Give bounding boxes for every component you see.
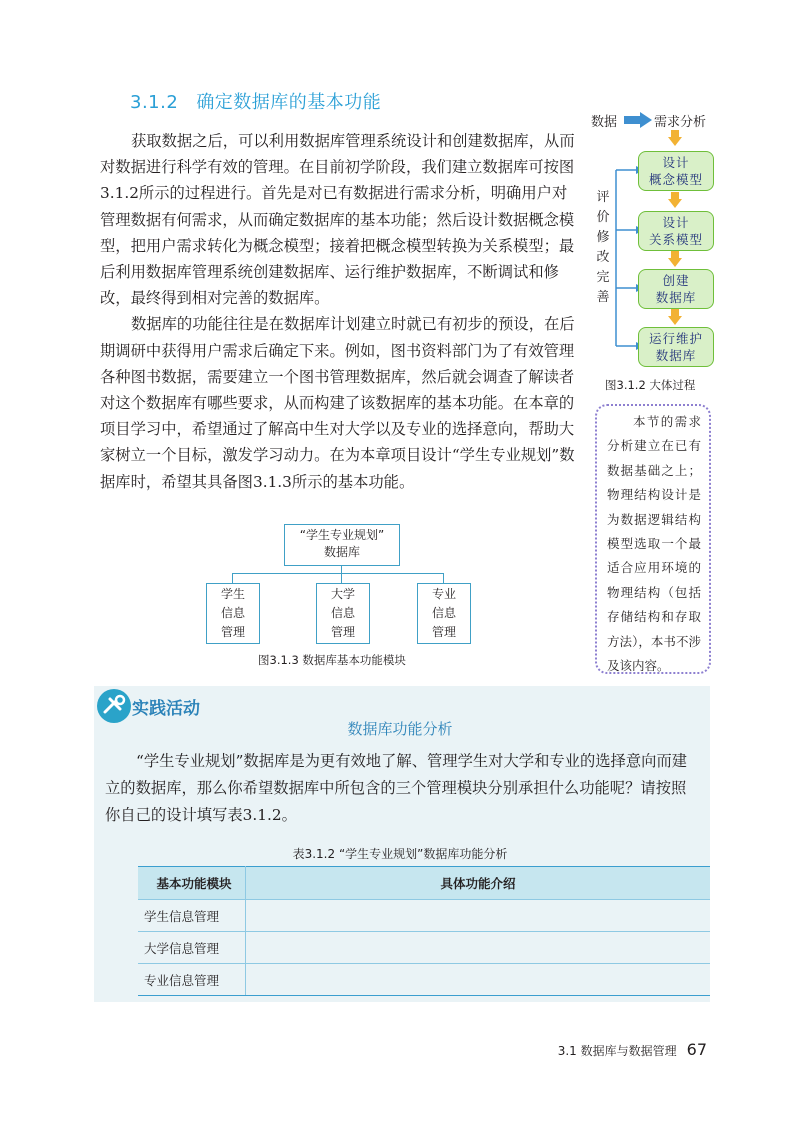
section-number: 3.1.2 <box>130 92 179 113</box>
table-caption: 表3.1.2 “学生专业规划”数据库功能分析 <box>292 847 508 861</box>
function-table <box>138 866 710 996</box>
table-cell-module: 学生信息管理 <box>138 900 246 932</box>
practice-text <box>105 748 700 829</box>
flow-step-2-line1: 设计 <box>662 215 690 230</box>
tree-child-text: 学生 <box>220 587 245 601</box>
flow-step-1-line1: 设计 <box>662 155 690 170</box>
table-cell-module: 大学信息管理 <box>138 932 246 964</box>
practice-subtitle: 数据库功能分析 <box>347 720 453 738</box>
body-text <box>100 128 580 495</box>
table-header-module: 基本功能模块 <box>138 867 246 900</box>
tree-child-text: 管理 <box>220 625 245 639</box>
page-number: 67 <box>686 1040 707 1059</box>
table-header-desc: 具体功能介绍 <box>246 867 711 900</box>
tree-connector <box>341 573 342 583</box>
down-arrow-icon <box>668 130 682 146</box>
flow-step-4-line2: 数据库 <box>655 348 697 363</box>
page-footer <box>558 1040 707 1059</box>
flow-step-3-line1: 创建 <box>662 273 690 288</box>
tree-child-major <box>417 583 471 644</box>
flow-step-3 <box>638 269 714 309</box>
tree-connector <box>341 565 342 573</box>
table-cell-desc[interactable] <box>246 932 711 964</box>
table-cell-desc[interactable] <box>246 964 711 996</box>
table-cell-desc[interactable] <box>246 900 711 932</box>
tree-connector <box>443 573 444 583</box>
flow-side-text: 评价修改完善 <box>596 190 610 305</box>
right-arrow-icon <box>624 112 652 128</box>
tree-child-text: 管理 <box>330 625 355 639</box>
flow-step-2 <box>638 211 714 251</box>
tree-child-text: 信息 <box>431 606 456 620</box>
paragraph-2: 数据库的功能往往是在数据库计划建立时就已有初步的预设，在后期调研中获得用户需求后确定下来。例如，图书资料部门为了有效管理各种图书数据，需要建立一个图书管理数据库，然后就会调查了解读者对这个数据库有哪些要求，从而构建了该数据库的基本功能。在本章的项目学习中，希望通过了解高中生对大学以及专业的选择意向，帮助大家树立一个目标，激发学习动力。在为本章项目设计“学生专业规划”数据库时，希望其具备图3.1.3所示的基本功能。 <box>100 315 575 491</box>
practice-title: 实践活动 <box>132 699 200 719</box>
tree-root <box>284 524 400 566</box>
section-title: 确定数据库的基本功能 <box>196 92 382 113</box>
tree-child-university <box>316 583 370 644</box>
down-arrow-icon <box>668 251 682 267</box>
tree-child-text: 大学 <box>330 587 355 601</box>
tree-child-text: 信息 <box>330 606 355 620</box>
practice-paragraph: “学生专业规划”数据库是为更有效地了解、管理学生对大学和专业的选择意向而建立的数据库，那么你希望数据库中所包含的三个管理模块分别承担什么功能呢？请按照你自己的设计填写表3.1.2。 <box>105 752 688 824</box>
table-header-row <box>138 867 710 900</box>
flow-data-label: 数据 <box>591 115 618 130</box>
tree-child-text: 信息 <box>220 606 245 620</box>
side-note <box>595 404 711 674</box>
side-note-text: 本节的需求分析建立在已有数据基础之上；物理结构设计是为数据逻辑结构模型选取一个最适合应用环境的物理结构（包括存储结构和存取方法），本书不涉及该内容。 <box>607 414 701 674</box>
tree-connector <box>232 573 443 574</box>
section-heading <box>130 88 381 114</box>
tree-caption: 图3.1.3 数据库基本功能模块 <box>258 653 406 667</box>
flow-step-1 <box>638 151 714 191</box>
flow-step-3-line2: 数据库 <box>655 290 697 305</box>
tree-child-student <box>206 583 260 644</box>
table-row <box>138 964 710 996</box>
tree-child-text: 专业 <box>431 587 456 601</box>
paragraph-1: 获取数据之后，可以利用数据库管理系统设计和创建数据库，从而对数据进行科学有效的管理。在目前初学阶段，我们建立数据库可按图3.1.2所示的过程进行。首先是对已有数据进行需求分析，明确用户对管理数据有何需求，从而确定数据库的基本功能；然后设计数据概念模型，把用户需求转化为概念模型；接着把概念模型转换为关系模型；最后利用数据库管理系统创建数据库、运行维护数据库，不断调试和修改，最终得到相对完善的数据库。 <box>100 132 575 308</box>
down-arrow-icon <box>668 192 682 208</box>
table-cell-module: 专业信息管理 <box>138 964 246 996</box>
flow-step-4 <box>638 327 714 367</box>
down-arrow-icon <box>668 309 682 325</box>
tree-root-line1: “学生专业规划” <box>299 528 385 542</box>
tree-child-text: 管理 <box>431 625 456 639</box>
table-row <box>138 932 710 964</box>
flow-step-2-line2: 关系模型 <box>648 232 703 247</box>
flow-caption: 图3.1.2 大体过程 <box>605 378 696 392</box>
tree-root-line2: 数据库 <box>323 545 360 559</box>
flow-step-4-line1: 运行维护 <box>648 331 703 346</box>
footer-section: 3.1 数据库与数据管理 <box>557 1044 677 1058</box>
flow-step-1-line2: 概念模型 <box>648 172 703 187</box>
flow-analysis-label: 需求分析 <box>654 115 707 130</box>
tree-connector <box>232 573 233 583</box>
table-row <box>138 900 710 932</box>
